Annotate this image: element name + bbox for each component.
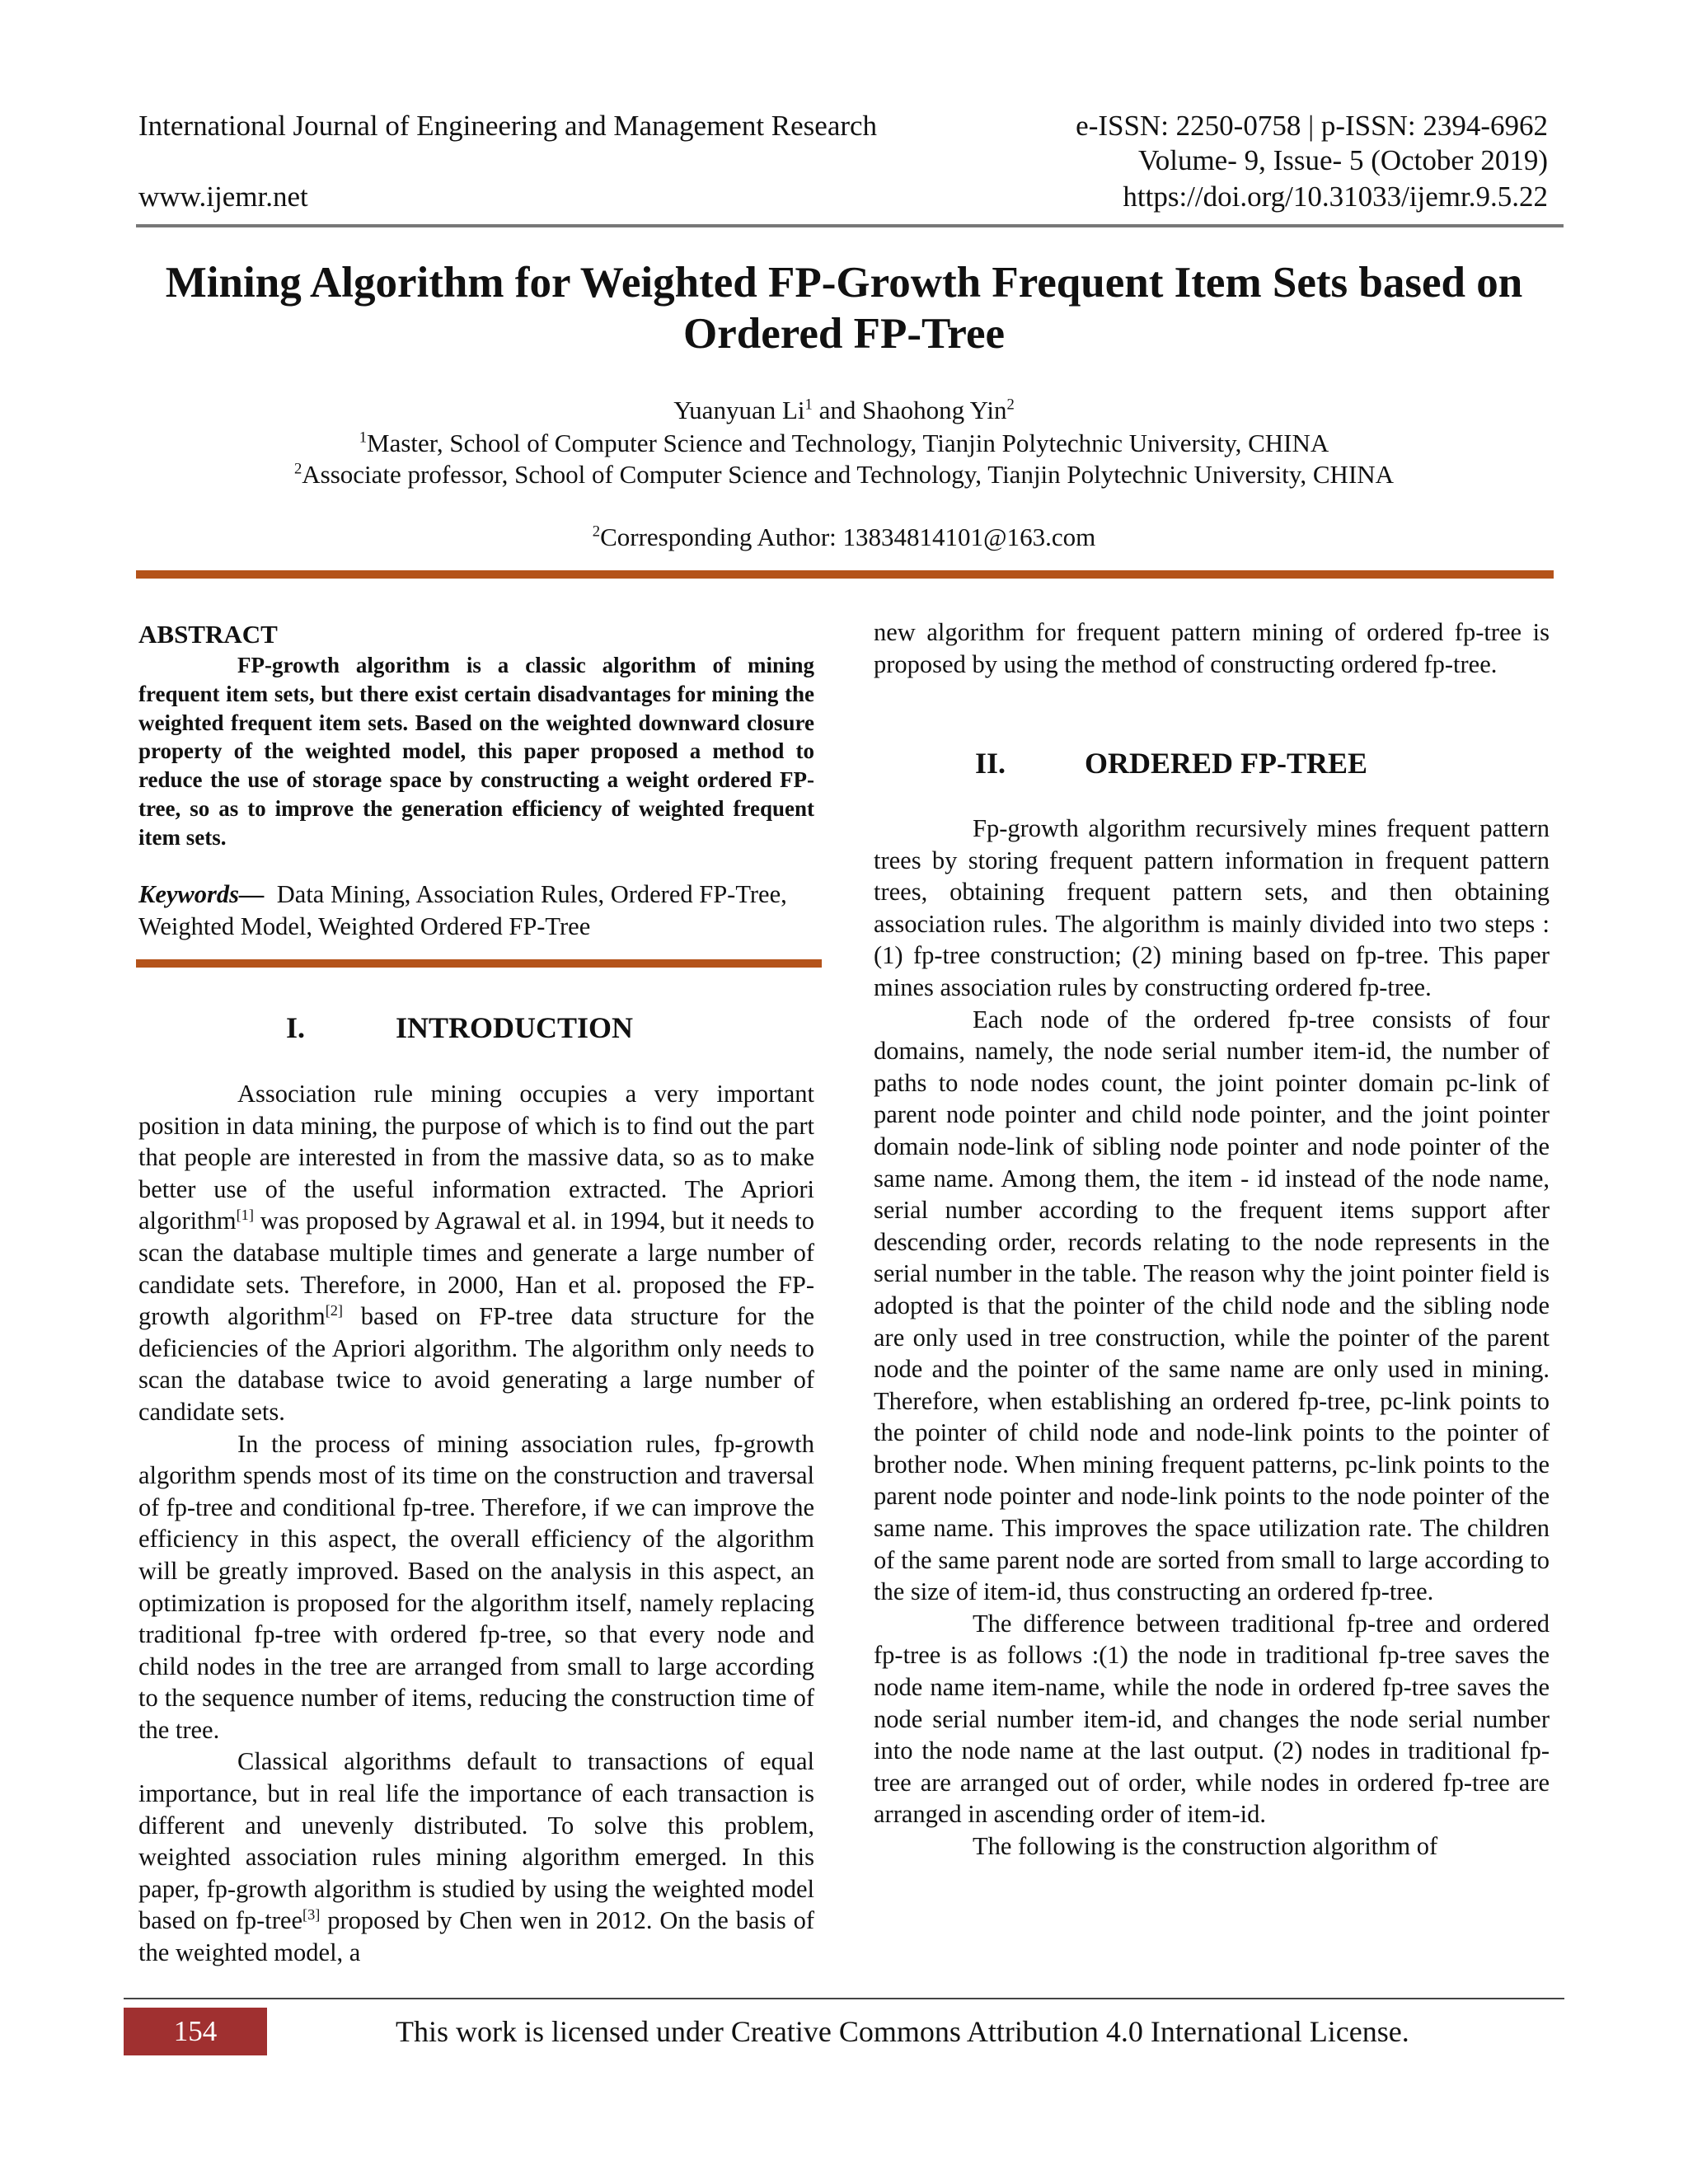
journal-website[interactable]: www.ijemr.net: [138, 180, 308, 213]
intro-continuation: [874, 616, 1550, 680]
affiliation-2: [99, 458, 1589, 491]
paper-title: Mining Algorithm for Weighted FP-Growth Frequent Item Sets based on Ordered FP-Tree: [165, 259, 1523, 358]
author-2-sup: 2: [1006, 396, 1015, 414]
keywords-text: Data Mining, Association Rules, Ordered FP-Tree, Weighted Model, Weighted Ordered FP-Tree: [138, 880, 793, 940]
intro-paragraph-3-continued: new algorithm for frequent pattern mining of ordered fp-tree is proposed by using the method of constructing ordered fp-tree.: [874, 618, 1550, 678]
corresponding-author: [99, 521, 1589, 554]
ref-2[interactable]: [2]: [325, 1302, 344, 1319]
keywords-label: Keywords—: [138, 880, 265, 908]
abstract-heading: ABSTRACT: [138, 620, 278, 649]
title-rule: [136, 570, 1554, 579]
page-number: 154: [124, 2008, 267, 2055]
intro-p3-part-b: proposed by Chen wen in 2012. On the basis of the weighted model, a: [138, 1906, 814, 1967]
issn-info: e-ISSN: 2250-0758 | p-ISSN: 2394-6962: [1076, 110, 1548, 142]
section-2-heading: [907, 745, 1582, 781]
affiliation-1-text: Master, School of Computer Science and Technology, Tianjin Polytechnic University, CHINA: [367, 429, 1329, 457]
author-1: Yuanyuan Li: [673, 396, 805, 424]
section-2-number: II.: [974, 747, 1006, 780]
corresponding-sup: 2: [592, 523, 601, 541]
ref-3[interactable]: [3]: [302, 1906, 321, 1924]
ordered-fp-tree-body: [874, 813, 1550, 1863]
section-2-paragraph-2: Each node of the ordered fp-tree consists of four domains, namely, the node serial number item-id, the number of paths to node nodes count, the joint pointer domain pc-link of parent node pointer and child node pointer, and the joint pointer domain node-link of sibling node pointer and node pointer of the same name. Among them, the item - id instead of the node name, serial number according to the frequent items support after descending order, records relating to the node represents in the serial number in the table. The reason why the joint pointer field is adopted is that the pointer of the child node and the sibling node are only used in tree construction, while the pointer of the parent node and the pointer of the same name are only used in mining. Therefore, when establishing an ordered fp-tree, pc-link points to the pointer of child node and node-link points to the pointer of brother node. When mining frequent patterns, pc-link points to the parent node pointer and node-link points to the node pointer of the same name. This improves the space utilization rate. The children of the same parent node are sorted from small to large according to the size of item-id, thus constructing an ordered fp-tree.: [874, 1005, 1550, 1606]
introduction-body: [138, 1078, 814, 1969]
affiliation-2-text: Associate professor, School of Computer Science and Technology, Tianjin Polytechnic University, CHINA: [302, 460, 1395, 489]
affiliation-1-sup: 1: [359, 429, 368, 447]
doi-link[interactable]: https://doi.org/10.31033/ijemr.9.5.22: [1123, 180, 1548, 213]
header-divider: [136, 224, 1564, 227]
section-1-heading: [206, 1010, 882, 1046]
intro-p1-part-a: Association rule mining occupies a very important position in data mining, the purpose of which is to find out the part that people are interested in from the massive data, so as to make better use of the useful information extracted. The Apriori algorithm: [138, 1080, 814, 1235]
license-notice[interactable]: This work is licensed under Creative Commons Attribution 4.0 International License.: [396, 2015, 1409, 2048]
author-1-sup: 1: [804, 396, 813, 414]
intro-paragraph-1: [138, 1078, 814, 1428]
section-1-number: I.: [285, 1011, 305, 1044]
intro-p1-part-c: based on FP-tree data structure for the deficiencies of the Apriori algorithm. The algorithm only needs to scan the database twice to avoid generating a large number of candidate sets.: [138, 1302, 814, 1426]
abstract-body: FP-growth algorithm is a classic algorithm of mining frequent item sets, but there exist certain disadvantages for mining the weighted frequent item sets. Based on the weighted downward closure property of the weighted model, this paper proposed a method to reduce the use of storage space by constructing a weight ordered FP-tree, so as to improve the generation efficiency of weighted frequent item sets.: [138, 653, 814, 850]
section-1-title: INTRODUCTION: [396, 1011, 634, 1044]
author-conjunction: and: [812, 396, 863, 424]
ref-1[interactable]: [1]: [236, 1207, 254, 1224]
affiliation-2-sup: 2: [293, 460, 302, 478]
author-line: [99, 394, 1589, 427]
intro-paragraph-3: [138, 1746, 814, 1968]
section-2-paragraph-1: Fp-growth algorithm recursively mines frequent pattern trees by storing frequent pattern information in frequent pattern trees, obtaining frequent pattern sets, and then obtaining association rules. The algorithm is mainly divided into two steps :(1) fp-tree construction; (2) mining based on fp-tree. This paper mines association rules by constructing ordered fp-tree.: [874, 814, 1550, 1001]
corresponding-email[interactable]: Corresponding Author: 13834814101@163.com: [600, 523, 1096, 551]
section-2-title: ORDERED FP-TREE: [1085, 747, 1368, 780]
volume-info: Volume- 9, Issue- 5 (October 2019): [1137, 144, 1548, 176]
journal-name: International Journal of Engineering and Management Research: [138, 110, 878, 142]
intro-p3-part-a: Classical algorithms default to transactions of equal importance, but in real life the importance of each transaction is different and unevenly distributed. To solve this problem, weighted association rules mining algorithm emerged. In this paper, fp-growth algorithm is studied by using the weighted model based on fp-tree: [138, 1747, 814, 1935]
abstract-rule: [136, 959, 822, 968]
abstract-block: [138, 618, 814, 852]
affiliation-1: [99, 427, 1589, 460]
footer-divider: [124, 1998, 1564, 1999]
author-2: Shaohong Yin: [862, 396, 1007, 424]
intro-p1-part-b: was proposed by Agrawal et al. in 1994, but it needs to scan the database multiple times and generate a large number of candidate sets. Therefore, in 2000, Han et al. proposed the FP-growth algorithm: [138, 1207, 814, 1331]
keywords: [138, 879, 814, 942]
section-2-paragraph-4: The following is the construction algorithm of: [973, 1832, 1438, 1860]
intro-paragraph-2: In the process of mining association rules, fp-growth algorithm spends most of its time on the construction and traversal of fp-tree and conditional fp-tree. Therefore, if we can improve the efficiency in this aspect, the overall efficiency of the algorithm will be greatly improved. Based on the analysis in this aspect, an optimization is proposed for the algorithm itself, namely replacing traditional fp-tree with ordered fp-tree, so that every node and child nodes in the tree are arranged from small to large according to the sequence number of items, reducing the construction time of the tree.: [138, 1429, 814, 1744]
section-2-paragraph-3: The difference between traditional fp-tree and ordered fp-tree is as follows :(1) the node in traditional fp-tree saves the node name item-name, while the node in ordered fp-tree saves the node serial number item-id, and changes the node serial number into the node name at the last output. (2) nodes in traditional fp-tree are arranged out of order, while nodes in ordered fp-tree are arranged in ascending order of item-id.: [874, 1609, 1550, 1829]
